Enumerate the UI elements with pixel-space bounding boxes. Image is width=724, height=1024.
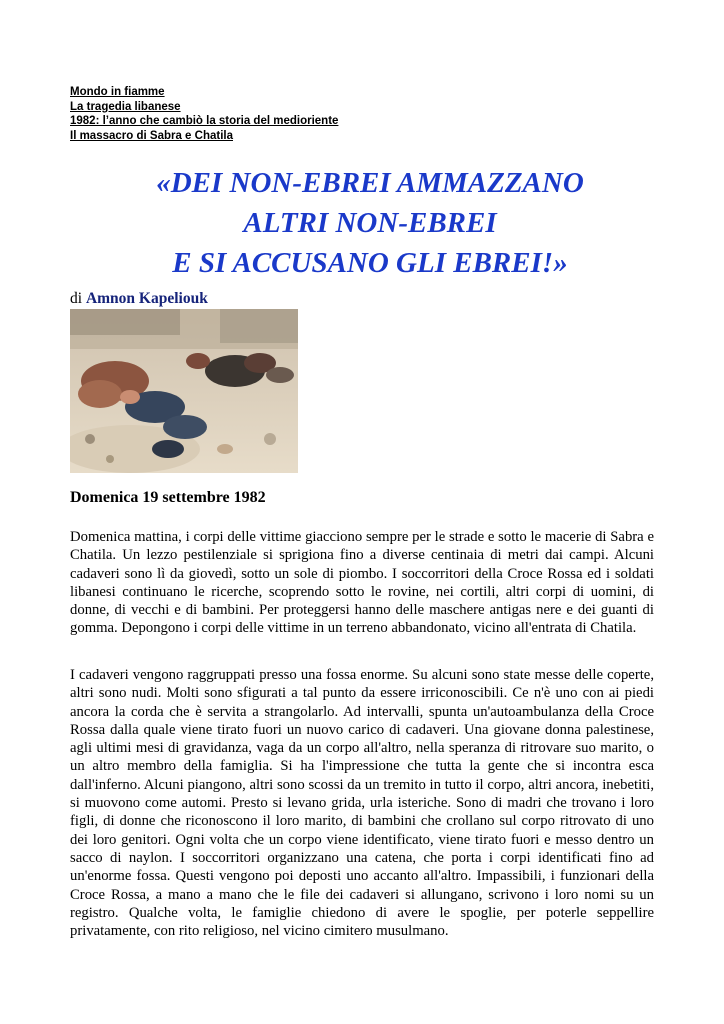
breadcrumb-link-tragedia-libanese[interactable]: La tragedia libanese	[70, 100, 181, 113]
article-photo	[70, 309, 298, 473]
author-name: Amnon Kapeliouk	[85, 290, 208, 307]
date-heading: Domenica 19 settembre 1982	[70, 489, 266, 506]
title-line-2: ALTRI NON-EBREI	[243, 207, 497, 239]
page-title	[40, 163, 700, 283]
breadcrumb-link-mondo-in-fiamme[interactable]: Mondo in fiamme	[70, 86, 165, 98]
paragraph-1: Domenica mattina, i corpi delle vittime giacciono sempre per le strade e sotto le macerie di Sabra e Chatila. Un lezzo pestilenziale si sprigiona fino a diverse centinaia di metri dai campi. Alcuni cadaveri sono lì da giovedì, sotto un sole di piombo. I soccorritori della Croce Rossa ed i soldati libanesi continuano le ricerche, scoprendo sotto le rovine, nei cortili, altri corpi di uomini, di donne, di vecchi e di bambini. Per proteggersi hanno delle maschere antigas nere e dei guanti di gomma. Depongono i corpi delle vittime in un terreno abbandonato, vicino all'entrata di Chatila.	[70, 529, 654, 637]
breadcrumb-link-sabra-chatila[interactable]: Il massacro di Sabra e Chatila	[70, 129, 233, 142]
title-line-1: «DEI NON-EBREI AMMAZZANO	[156, 167, 584, 199]
breadcrumb	[70, 85, 570, 143]
byline	[70, 290, 208, 308]
photo-illustration	[70, 309, 298, 473]
breadcrumb-link-1982[interactable]: 1982: l’anno che cambiò la storia del medioriente	[70, 115, 339, 127]
paragraph-2: I cadaveri vengono raggruppati presso una fossa enorme. Su alcuni sono state messe delle coperte, altri sono nudi. Molti sono sfigurati a tal punto da essere irriconoscibili. Ce n'è uno con ai piedi ancora la corda che è servita a strangolarlo. Ad intervalli, spunta un'autoambulanza della Croce Rossa dalla quale viene tirato fuori un nuovo carico di cadaveri. Una giovane donna palestinese, agli ultimi mesi di gravidanza, vaga da un corpo all'altro, nella speranza di ritrovare suo marito, o un altro membro della famiglia. Si ha l'impressione che tutta la gente che si incontra esca dall'inferno. Alcuni piangono, altri sono scossi da un tremito in tutto il corpo, altri ancora, inebetiti, si muovono come automi. Presto si levano grida, urla isteriche. Sono di madri che trovano i loro figli, di donne che riconoscono il loro marito, di bambini che crollano sul corpo ritrovato di uno dei loro genitori. Ogni volta che un corpo viene identificato, viene tirato fuori e messo dentro un sacco di naylon. I soccorritori organizzano una catena, che porta i corpi identificati fino ad un'enorme fossa. Questi vengono poi deposti uno accanto all'altro. Impassibili, i funzionari della Croce Rossa, a mano a mano che le file dei cadaveri si allungano, scrivono i loro nomi su un registro. Qualche volta, le famiglie chiedono di avere le spoglie, per poterle seppellire privatamente, con rito religioso, nel vicino cimitero musulmano.	[70, 667, 654, 940]
title-line-3: E SI ACCUSANO GLI EBREI!»	[172, 247, 568, 279]
byline-prefix: di	[70, 290, 83, 307]
